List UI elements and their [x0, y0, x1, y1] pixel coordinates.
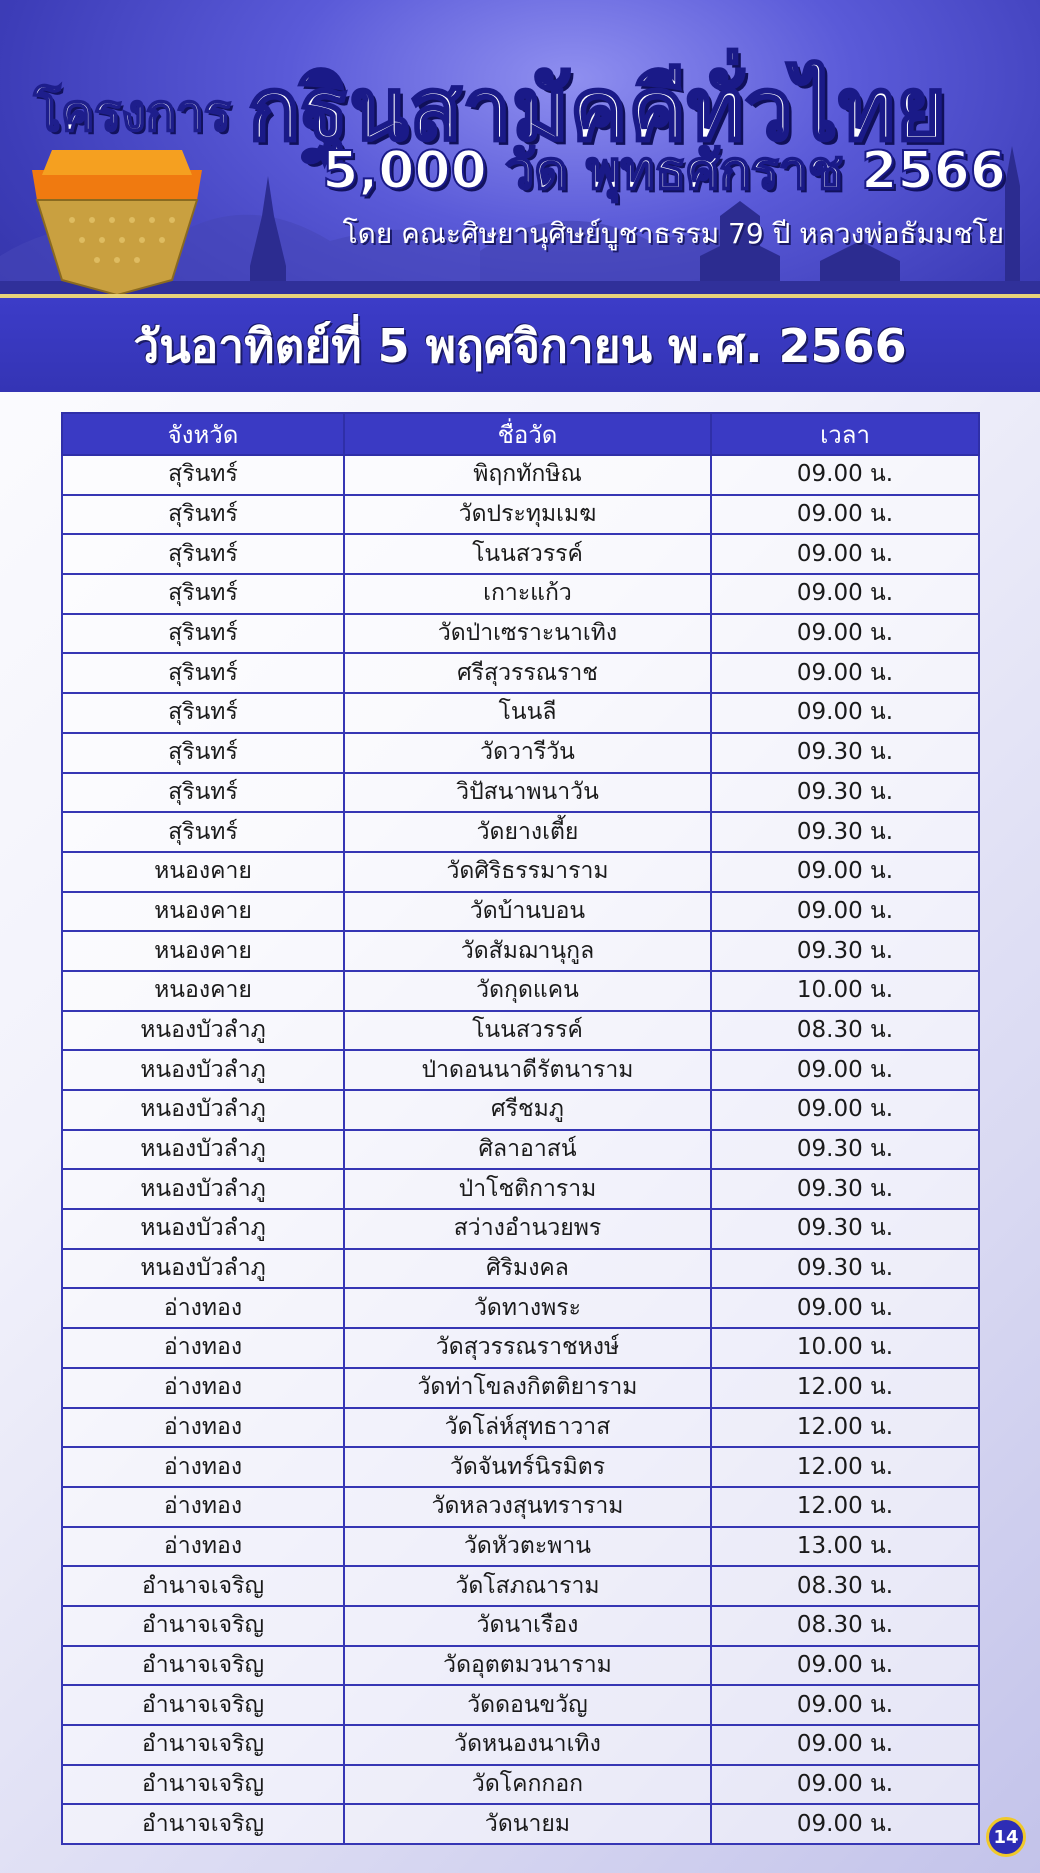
- project-byline: โดย คณะศิษยานุศิษย์บูชาธรรม 79 ปี หลวงพ่อธัมมชโย: [342, 217, 1004, 250]
- time-cell: 09.00 น.: [711, 892, 979, 932]
- time-cell: 08.30 น.: [711, 1606, 979, 1646]
- province-cell: สุรินทร์: [62, 773, 344, 813]
- time-cell: 08.30 น.: [711, 1011, 979, 1051]
- province-cell: อ่างทอง: [62, 1447, 344, 1487]
- temple-cell: วัดวารีวัน: [344, 733, 711, 773]
- temple-cell: วัดทางพระ: [344, 1288, 711, 1328]
- temple-cell: วัดจันทร์นิรมิตร: [344, 1447, 711, 1487]
- date-banner: [0, 294, 1040, 392]
- table-row: [62, 1765, 979, 1805]
- temple-cell: วิปัสนาพนาวัน: [344, 773, 711, 813]
- column-header-temple: ชื่อวัด: [344, 413, 711, 455]
- temple-cell: วัดหลวงสุนทราราม: [344, 1487, 711, 1527]
- province-cell: อำนาจเจริญ: [62, 1725, 344, 1765]
- temple-cell: วัดดอนขวัญ: [344, 1685, 711, 1725]
- temple-cell: วัดโคกกอก: [344, 1765, 711, 1805]
- time-cell: 09.00 น.: [711, 1804, 979, 1844]
- time-cell: 09.00 น.: [711, 852, 979, 892]
- province-cell: อำนาจเจริญ: [62, 1685, 344, 1725]
- table-row: [62, 1011, 979, 1051]
- project-label: โครงการ: [34, 84, 231, 142]
- time-cell: 09.30 น.: [711, 812, 979, 852]
- province-cell: หนองบัวลำภู: [62, 1090, 344, 1130]
- page-number-badge: 14: [986, 1817, 1026, 1857]
- table-row: [62, 1050, 979, 1090]
- province-cell: อ่างทอง: [62, 1527, 344, 1567]
- temple-cell: ศิลาอาสน์: [344, 1130, 711, 1170]
- province-cell: หนองบัวลำภู: [62, 1249, 344, 1289]
- time-cell: 09.00 น.: [711, 455, 979, 495]
- time-cell: 09.30 น.: [711, 1130, 979, 1170]
- time-cell: 10.00 น.: [711, 971, 979, 1011]
- province-cell: หนองบัวลำภู: [62, 1169, 344, 1209]
- table-row: [62, 1566, 979, 1606]
- temple-cell: ป่าดอนนาดีรัตนาราม: [344, 1050, 711, 1090]
- temple-cell: วัดหัวตะพาน: [344, 1527, 711, 1567]
- province-cell: สุรินทร์: [62, 574, 344, 614]
- time-cell: 09.00 น.: [711, 495, 979, 535]
- table-row: [62, 971, 979, 1011]
- temple-cell: โนนสวรรค์: [344, 1011, 711, 1051]
- time-cell: 13.00 น.: [711, 1527, 979, 1567]
- table-row: [62, 1249, 979, 1289]
- province-cell: หนองคาย: [62, 892, 344, 932]
- temple-cell: วัดสัมฌานุกูล: [344, 931, 711, 971]
- temple-cell: ป่าโชติการาม: [344, 1169, 711, 1209]
- temple-cell: วัดบ้านบอน: [344, 892, 711, 932]
- temple-cell: วัดอุตตมวนาราม: [344, 1646, 711, 1686]
- table-row: [62, 1408, 979, 1448]
- table-row: [62, 1090, 979, 1130]
- table-row: [62, 812, 979, 852]
- province-cell: สุรินทร์: [62, 733, 344, 773]
- time-cell: 12.00 น.: [711, 1408, 979, 1448]
- temple-cell: เกาะแก้ว: [344, 574, 711, 614]
- table-row: [62, 1527, 979, 1567]
- project-name: กฐินสามัคคีทั่วไทย: [248, 60, 948, 160]
- time-cell: 09.00 น.: [711, 1090, 979, 1130]
- temple-cell: วัดยางเตี้ย: [344, 812, 711, 852]
- table-row: [62, 1804, 979, 1844]
- table-row: [62, 931, 979, 971]
- temple-cell: วัดนาเรือง: [344, 1606, 711, 1646]
- temple-cell: ศรีสุวรรณราช: [344, 653, 711, 693]
- table-row: [62, 852, 979, 892]
- time-cell: 09.00 น.: [711, 1765, 979, 1805]
- table-row: [62, 574, 979, 614]
- temple-cell: ศรีชมภู: [344, 1090, 711, 1130]
- time-cell: 09.30 น.: [711, 1169, 979, 1209]
- table-row: [62, 892, 979, 932]
- time-cell: 12.00 น.: [711, 1487, 979, 1527]
- table-header-row: [62, 413, 979, 455]
- table-row: [62, 1130, 979, 1170]
- temple-cell: วัดโล่ห์สุทธาวาส: [344, 1408, 711, 1448]
- time-cell: 09.00 น.: [711, 1685, 979, 1725]
- table-row: [62, 693, 979, 733]
- time-cell: 09.00 น.: [711, 653, 979, 693]
- temple-cell: วัดศิริธรรมาราม: [344, 852, 711, 892]
- province-cell: อ่างทอง: [62, 1408, 344, 1448]
- province-cell: อ่างทอง: [62, 1328, 344, 1368]
- table-body: [62, 455, 979, 1844]
- time-cell: 09.00 น.: [711, 1725, 979, 1765]
- time-cell: 12.00 น.: [711, 1368, 979, 1408]
- event-date: วันอาทิตย์ที่ 5 พฤศจิกายน พ.ศ. 2566: [133, 318, 907, 373]
- time-cell: 09.00 น.: [711, 614, 979, 654]
- temple-cell: วัดท่าโขลงกิตติยาราม: [344, 1368, 711, 1408]
- temple-cell: วัดโสภณาราม: [344, 1566, 711, 1606]
- province-cell: อำนาจเจริญ: [62, 1566, 344, 1606]
- time-cell: 09.30 น.: [711, 931, 979, 971]
- time-cell: 09.30 น.: [711, 733, 979, 773]
- table-row: [62, 773, 979, 813]
- temple-cell: พิฤกทักษิณ: [344, 455, 711, 495]
- province-cell: หนองคาย: [62, 971, 344, 1011]
- province-cell: หนองบัวลำภู: [62, 1209, 344, 1249]
- table-row: [62, 1725, 979, 1765]
- table-row: [62, 455, 979, 495]
- temple-cell: วัดประทุมเมฆ: [344, 495, 711, 535]
- time-cell: 09.00 น.: [711, 1288, 979, 1328]
- province-cell: หนองคาย: [62, 931, 344, 971]
- table-row: [62, 1646, 979, 1686]
- table-row: [62, 1606, 979, 1646]
- table-row: [62, 1368, 979, 1408]
- province-cell: อำนาจเจริญ: [62, 1646, 344, 1686]
- time-cell: 09.30 น.: [711, 1209, 979, 1249]
- time-cell: 09.00 น.: [711, 693, 979, 733]
- table-row: [62, 1447, 979, 1487]
- province-cell: หนองคาย: [62, 852, 344, 892]
- time-cell: 08.30 น.: [711, 1566, 979, 1606]
- province-cell: หนองบัวลำภู: [62, 1050, 344, 1090]
- province-cell: อ่างทอง: [62, 1487, 344, 1527]
- province-cell: อำนาจเจริญ: [62, 1606, 344, 1646]
- province-cell: อำนาจเจริญ: [62, 1804, 344, 1844]
- province-cell: สุรินทร์: [62, 495, 344, 535]
- province-cell: อ่างทอง: [62, 1288, 344, 1328]
- time-cell: 09.00 น.: [711, 574, 979, 614]
- column-header-time: เวลา: [711, 413, 979, 455]
- province-cell: สุรินทร์: [62, 534, 344, 574]
- province-cell: อำนาจเจริญ: [62, 1765, 344, 1805]
- table-row: [62, 1328, 979, 1368]
- temple-cell: วัดสุวรรณราชหงษ์: [344, 1328, 711, 1368]
- temple-cell: สว่างอำนวยพร: [344, 1209, 711, 1249]
- column-header-province: จังหวัด: [62, 413, 344, 455]
- time-cell: 10.00 น.: [711, 1328, 979, 1368]
- temple-cell: โนนสวรรค์: [344, 534, 711, 574]
- time-cell: 09.30 น.: [711, 773, 979, 813]
- table-row: [62, 1487, 979, 1527]
- table-row: [62, 1288, 979, 1328]
- table-row: [62, 534, 979, 574]
- province-cell: หนองบัวลำภู: [62, 1011, 344, 1051]
- table-row: [62, 614, 979, 654]
- province-cell: สุรินทร์: [62, 812, 344, 852]
- time-cell: 09.30 น.: [711, 1249, 979, 1289]
- table-row: [62, 1209, 979, 1249]
- table-row: [62, 653, 979, 693]
- temple-cell: วัดป่าเซราะนาเทิง: [344, 614, 711, 654]
- kathin-robe-icon: [22, 130, 212, 300]
- time-cell: 09.00 น.: [711, 1646, 979, 1686]
- province-cell: สุรินทร์: [62, 693, 344, 733]
- province-cell: อ่างทอง: [62, 1368, 344, 1408]
- table-row: [62, 495, 979, 535]
- temple-cell: วัดนายม: [344, 1804, 711, 1844]
- temple-cell: โนนลี: [344, 693, 711, 733]
- temple-cell: วัดหนองนาเทิง: [344, 1725, 711, 1765]
- header-banner: [0, 0, 1040, 392]
- time-cell: 09.00 น.: [711, 1050, 979, 1090]
- temple-cell: ศิริมงคล: [344, 1249, 711, 1289]
- schedule-table: [61, 412, 980, 1845]
- province-cell: สุรินทร์: [62, 455, 344, 495]
- table-row: [62, 733, 979, 773]
- province-cell: สุรินทร์: [62, 614, 344, 654]
- time-cell: 09.00 น.: [711, 534, 979, 574]
- project-subtitle: 5,000 วัด พุทธศักราช 2566: [322, 141, 1006, 201]
- temple-cell: วัดกุดแคน: [344, 971, 711, 1011]
- time-cell: 12.00 น.: [711, 1447, 979, 1487]
- province-cell: หนองบัวลำภู: [62, 1130, 344, 1170]
- table-row: [62, 1169, 979, 1209]
- province-cell: สุรินทร์: [62, 653, 344, 693]
- table-row: [62, 1685, 979, 1725]
